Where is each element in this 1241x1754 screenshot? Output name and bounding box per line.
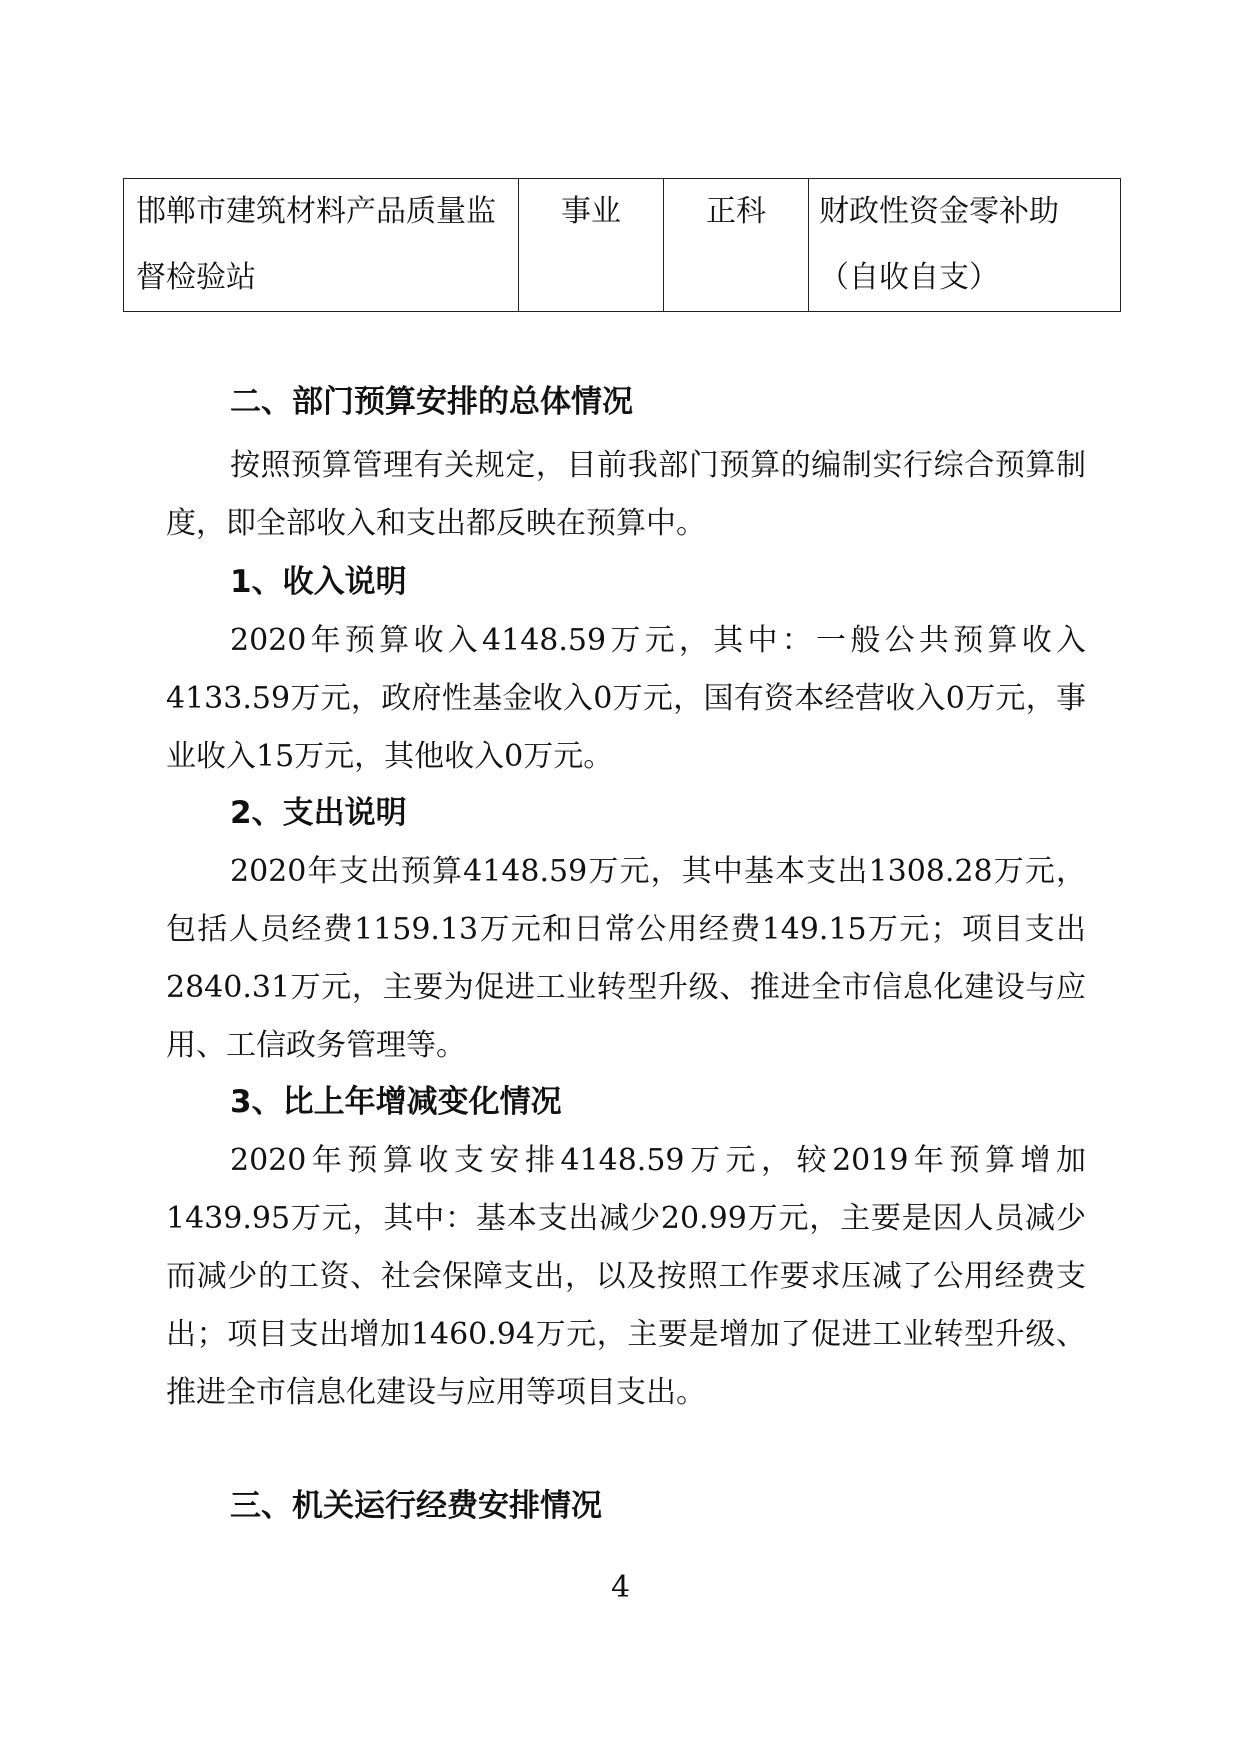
income-heading: 1、收入说明 (230, 564, 407, 600)
unit-level-cell: 正科 (664, 179, 809, 312)
intro-paragraph: 按照预算管理有关规定，目前我部门预算的编制实行综合预算制度，即全部收入和支出都反映在预算中。 (166, 448, 1086, 541)
unit-name-cell: 邯郸市建筑材料产品质量监督检验站 (124, 179, 519, 312)
expenditure-paragraph: 2020年支出预算4148.59万元，其中基本支出1308.28万元，包括人员经费1159.13万元和日常公用经费149.15万元；项目支出2840.31万元，主要为促进工业转型升级、推进全市信息化建设与应用、工信政务管理等。 (166, 854, 1086, 1063)
change-heading: 3、比上年增减变化情况 (230, 1084, 562, 1120)
section-2-heading: 二、部门预算安排的总体情况 (230, 384, 633, 420)
unit-funding-cell: 财政性资金零补助（自收自支） (809, 179, 1121, 312)
table-row (124, 179, 1121, 312)
change-section (166, 1132, 1086, 1422)
income-paragraph: 2020年预算收入4148.59万元，其中：一般公共预算收入4133.59万元，政府性基金收入0万元，国有资本经营收入0万元，事业收入15万元，其他收入0万元。 (166, 623, 1086, 774)
income-section (166, 612, 1086, 786)
unit-type-cell: 事业 (519, 179, 664, 312)
change-paragraph: 2020年预算收支安排4148.59万元，较2019年预算增加1439.95万元，其中：基本支出减少20.99万元，主要是因人员减少而减少的工资、社会保障支出，以及按照工作要求压减了公用经费支出；项目支出增加1460.94万元，主要是增加了促进工业转型升级、推进全市信息化建设与应用等项目支出。 (166, 1143, 1086, 1410)
expenditure-section (166, 843, 1086, 1075)
section-2-intro (166, 437, 1086, 553)
page-number: 4 (610, 1570, 631, 1605)
section-3-heading: 三、机关运行经费安排情况 (230, 1488, 602, 1524)
unit-table (123, 178, 1121, 312)
expenditure-heading: 2、支出说明 (230, 795, 407, 831)
